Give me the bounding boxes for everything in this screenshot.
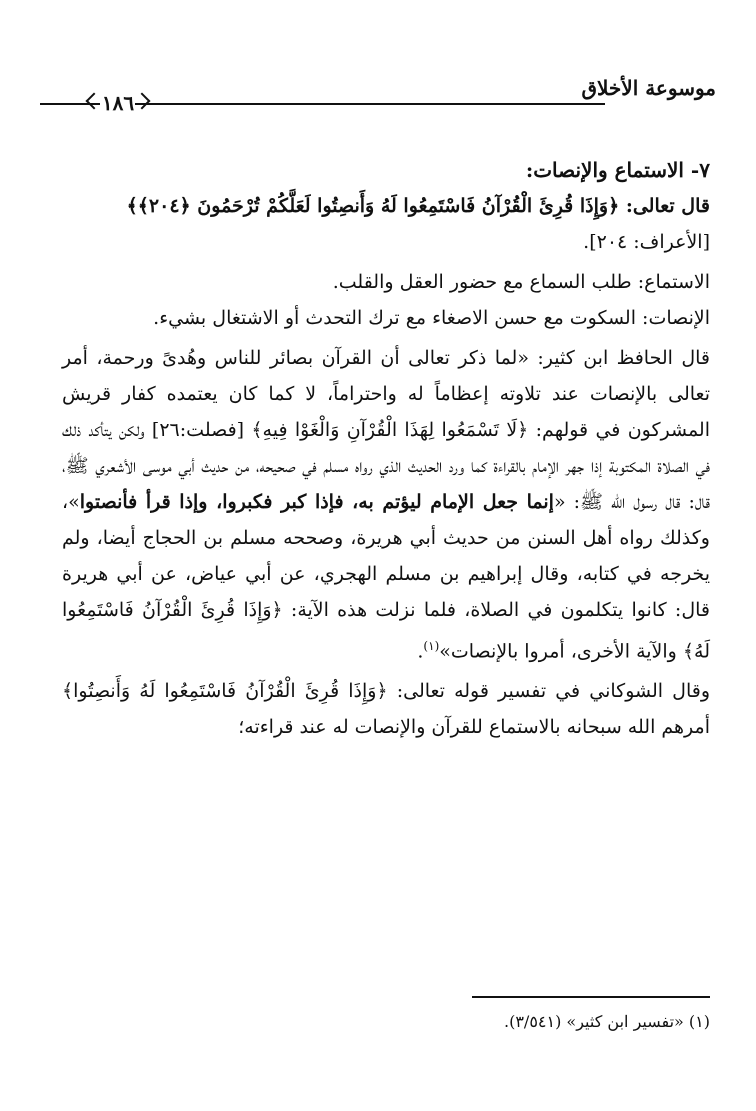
section-heading: ٧- الاستماع والإنصات: [525,158,710,182]
ibn-kathir-text-1: قال الحافظ ابن كثير: «لما ذكر تعالى أن القرآن بصائر للناس وهُدىً ورحمة، أمر تعالى بالإنصات عند تلاوته إعظاماً له واحتراماً، لا كما كان يعتمده كفار قريش المشركون في قولهم: ﴿لَا تَسْمَعُوا لِهَذَا الْقُرْآنِ وَالْغَوْا فِيهِ﴾ [فصلت:٢٦] ولكن يتأكد ذلك في الصلاة المكتوبة إذا جهر الإمام بالقراءة كما ورد الحديث الذي رواه مسلم في صحيحه، من حديث أبي موسى الأشعري ﷺ، قال: قال رسول الله ﷺ: « [62,347,711,513]
page-body [62,152,710,745]
header-rule [135,103,605,105]
ibn-kathir-end: . [417,640,424,663]
footnote: (١) «تفسير ابن كثير» (٣/٥٤١). [504,1012,710,1031]
shawkani-paragraph: وقال الشوكاني في تفسير قوله تعالى: ﴿وَإِذَا قُرِئَ الْقُرْآنُ فَاسْتَمِعُوا لَهُ وَأَنصِتُوا﴾ أمرهم الله سبحانه بالاستماع للقرآن والإنصات له عند قراءته؛ [62,680,710,739]
verse-intro: قال تعالى: ﴿وَإِذَا قُرِئَ الْقُرْآنُ فَاسْتَمِعُوا لَهُ وَأَنصِتُوا لَعَلَّكُمْ تُرْحَمُونَ ﴿٢٠٤﴾﴾ [126,195,710,217]
footnote-marker: (١) [423,639,440,653]
book-title: موسوعة الأخلاق [581,76,716,100]
verse-reference: [الأعراف: ٢٠٤]. [583,231,710,253]
page-number: ١٨٦ [98,88,138,118]
definition-listening: الاستماع: طلب السماع مع حضور العقل والقلب. [332,271,710,293]
hadith-text: إنما جعل الإمام ليؤتم به، فإذا كبر فكبروا، وإذا قرأ فأنصتوا [79,491,554,513]
definition-silence: الإنصات: السكوت مع حسن الاصغاء مع ترك التحدث أو الاشتغال بشيء. [153,307,710,329]
footnote-divider [472,996,710,998]
ibn-kathir-text-2: »، وكذلك رواه أهل السنن من حديث أبي هريرة، وصححه مسلم بن الحجاج أيضا، ولم يخرجه في كتابه، وقال إبراهيم بن مسلم الهجري، عن أبي عياض، عن أبي هريرة قال: كانوا يتكلمون في الصلاة، فلما نزلت هذه الآية: ﴿وَإِذَا قُرِئَ الْقُرْآنُ فَاسْتَمِعُوا لَهُ﴾ والآية الأخرى، أمروا بالإنصات» [62,491,710,663]
page-header [40,72,716,122]
verse-paragraph [62,188,710,224]
ibn-kathir-paragraph [62,340,710,669]
